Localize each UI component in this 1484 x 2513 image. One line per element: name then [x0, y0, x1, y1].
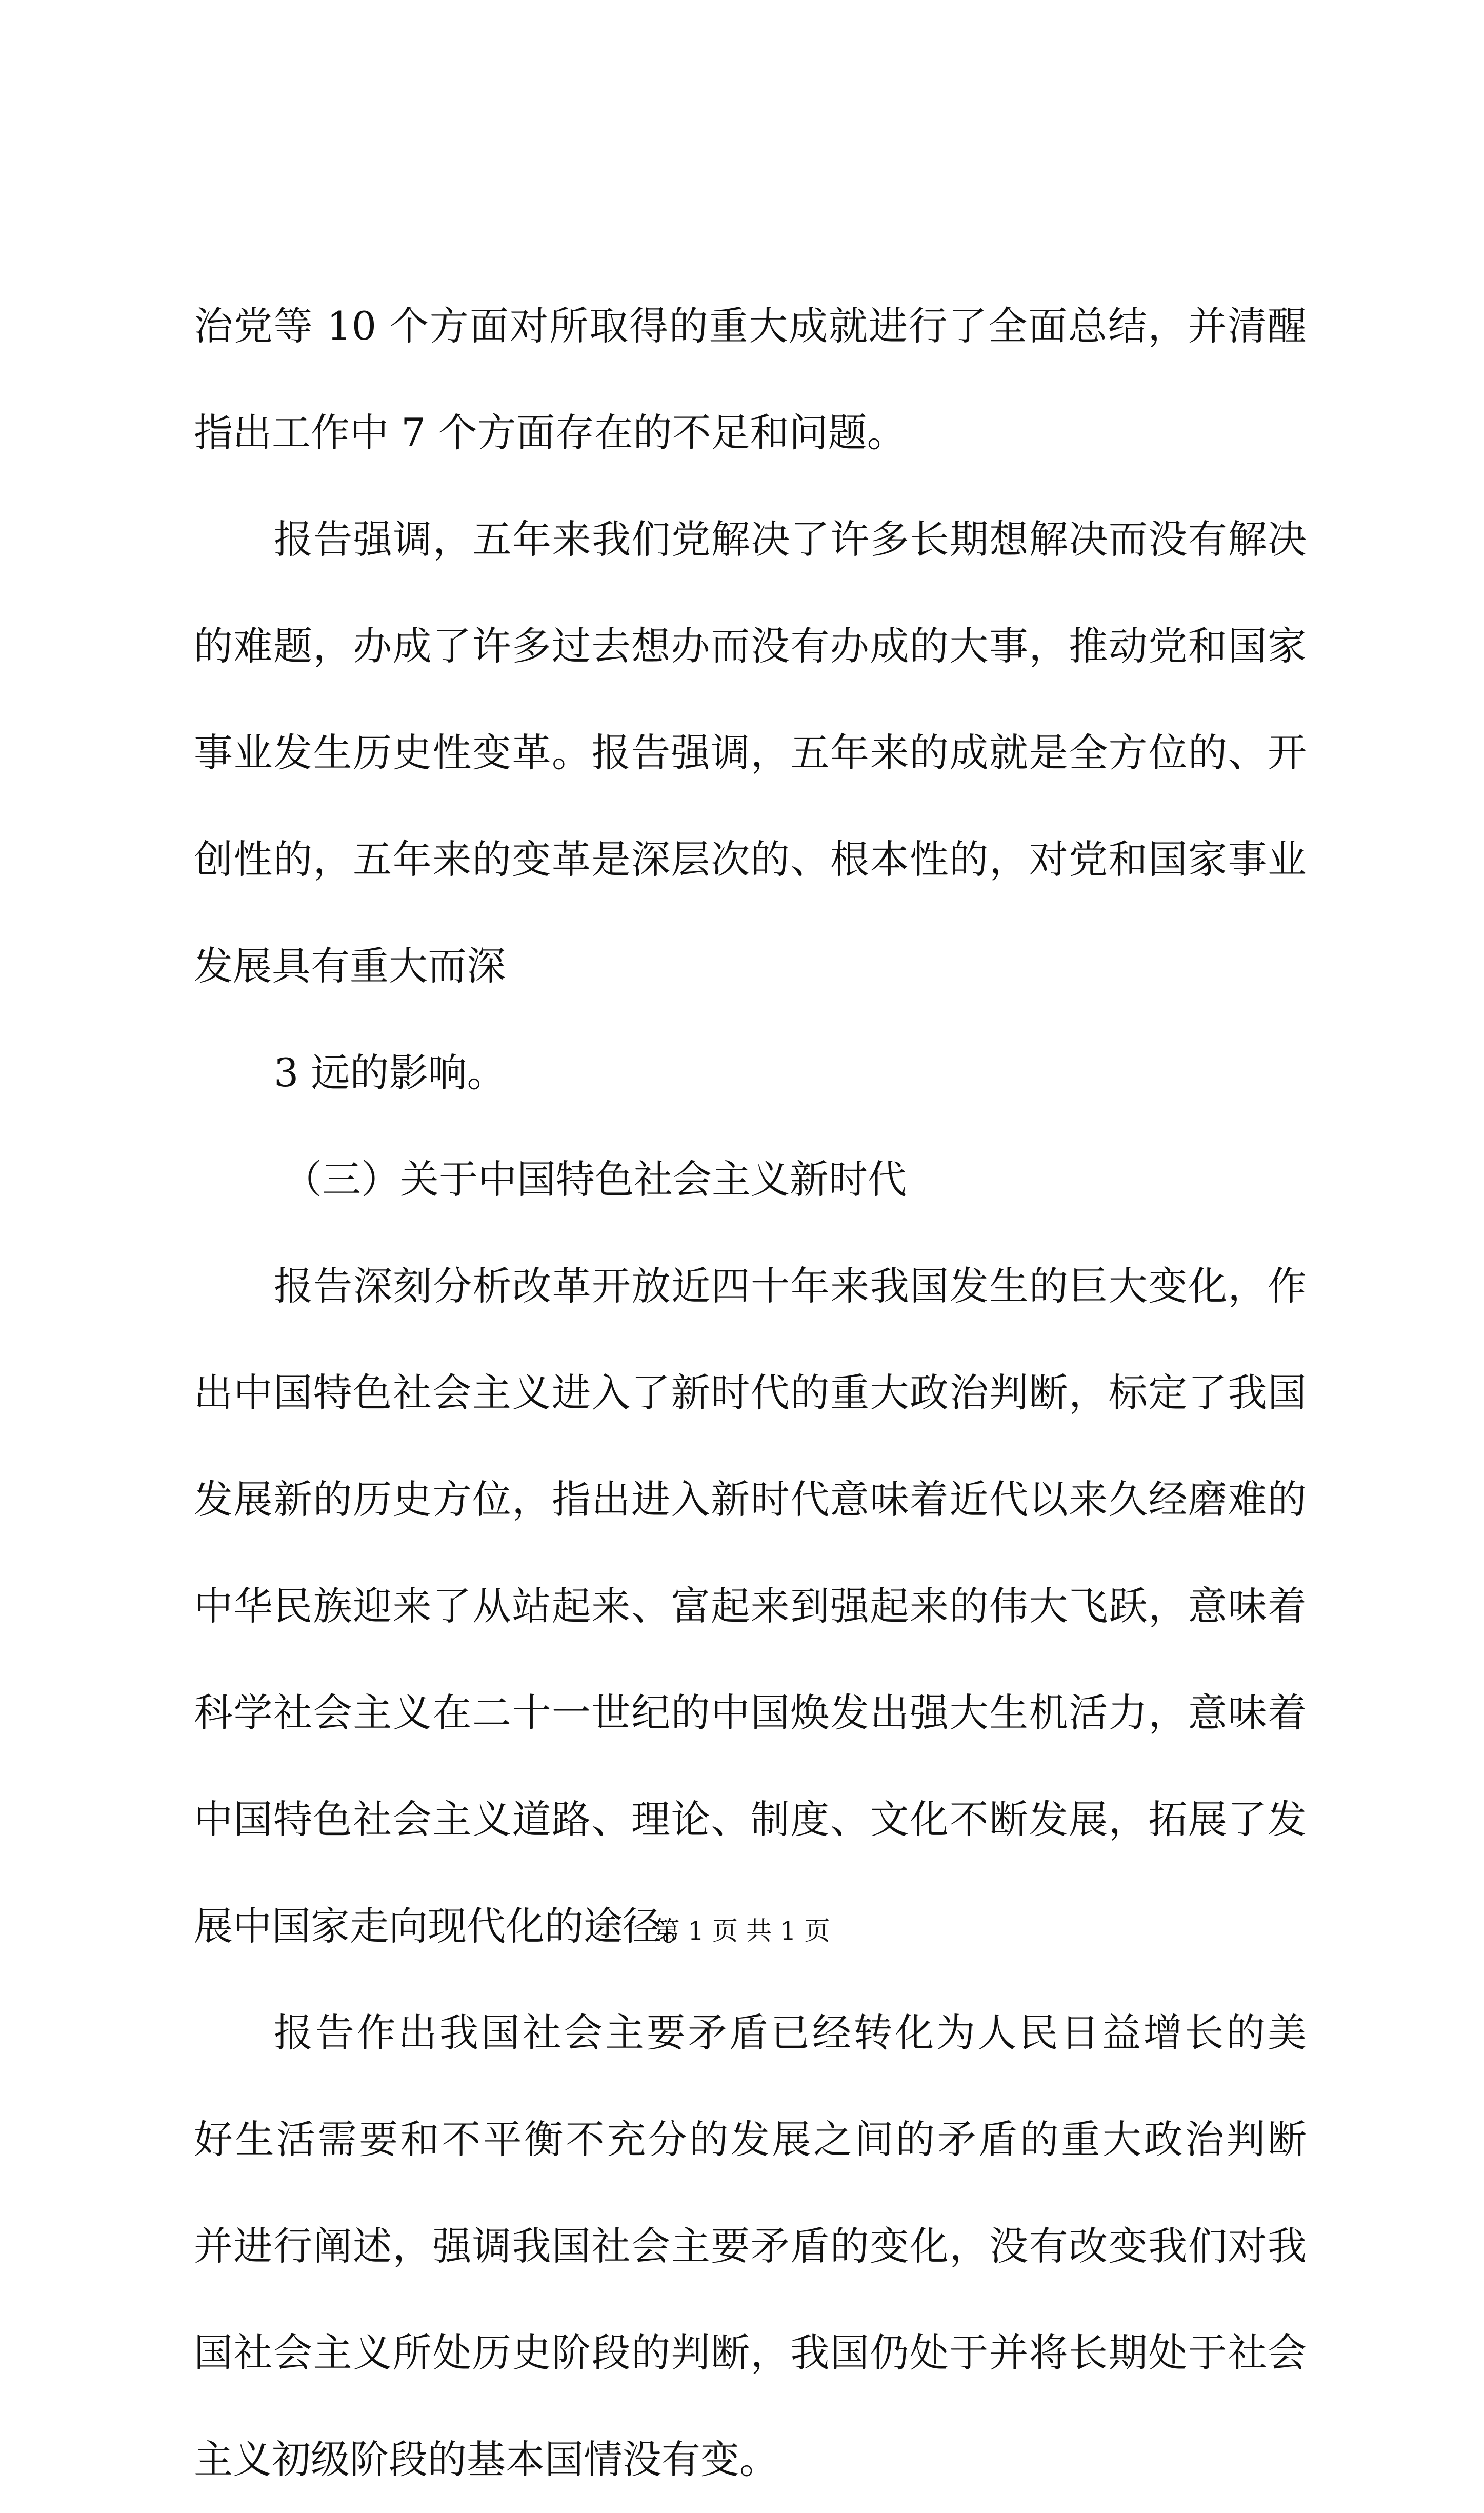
paragraph-line: 中华民族迎来了从站起来、富起来到强起来的伟大飞跃，意味着: [194, 1583, 1307, 1629]
page-footer: [0, 1913, 1484, 1949]
paragraph-line: 报告深刻分析改革开放近四十年来我国发生的巨大变化，作: [274, 1263, 1307, 1309]
section-heading: （三）关于中国特色社会主义新时代: [283, 1156, 907, 1202]
paragraph-line: 指出工作中 7 个方面存在的不足和问题。: [194, 410, 906, 455]
paragraph-line: 发展新的历史方位，指出进入新时代意味着近代以来久经磨难的: [194, 1477, 1307, 1522]
document-body: [194, 273, 1307, 2513]
paragraph-line: 事业发生历史性变革。报告强调，五年来的成就是全方位的、开: [194, 730, 1307, 775]
paragraph-line: 出中国特色社会主义进入了新时代的重大政治判断，标定了我国: [194, 1370, 1307, 1415]
paragraph-line: 好生活需要和不平衡不充分的发展之间的矛盾的重大政治判断: [194, 2117, 1307, 2162]
paragraph-line: 主义初级阶段的基本国情没有变。: [194, 2437, 778, 2482]
paragraph-line: 报告作出我国社会主要矛盾已经转化为人民日益增长的美: [274, 2010, 1307, 2056]
paragraph-line: 中国特色社会主义道路、理论、制度、文化不断发展，拓展了发: [194, 1797, 1307, 1842]
paragraph-line: 展中国家走向现代化的途径。: [194, 1903, 700, 1949]
paragraph-line: 报告强调，五年来我们党解决了许多长期想解决而没有解决: [274, 516, 1307, 562]
paragraph-line: 国社会主义所处历史阶段的判断，我国仍处于并将长期处于社会: [194, 2330, 1307, 2376]
paragraph-line: 的难题，办成了许多过去想办而没有办成的大事，推动党和国家: [194, 623, 1307, 669]
paragraph-line: 创性的，五年来的变革是深层次的、根本性的，对党和国家事业: [194, 836, 1307, 882]
paragraph-line: 发展具有重大而深: [194, 943, 506, 989]
paragraph-line: 治党等 10 个方面对所取得的重大成就进行了全面总结，并清醒: [194, 303, 1307, 349]
paragraph-line: 3 远的影响。: [274, 1050, 506, 1095]
page-number: 第 1 页 共 1 页: [654, 1916, 830, 1946]
paragraph-line: 科学社会主义在二十一世纪的中国焕发出强大生机活力，意味着: [194, 1690, 1307, 1736]
paragraph-line: 并进行阐述，强调我国社会主要矛盾的变化，没有改变我们对我: [194, 2223, 1307, 2269]
